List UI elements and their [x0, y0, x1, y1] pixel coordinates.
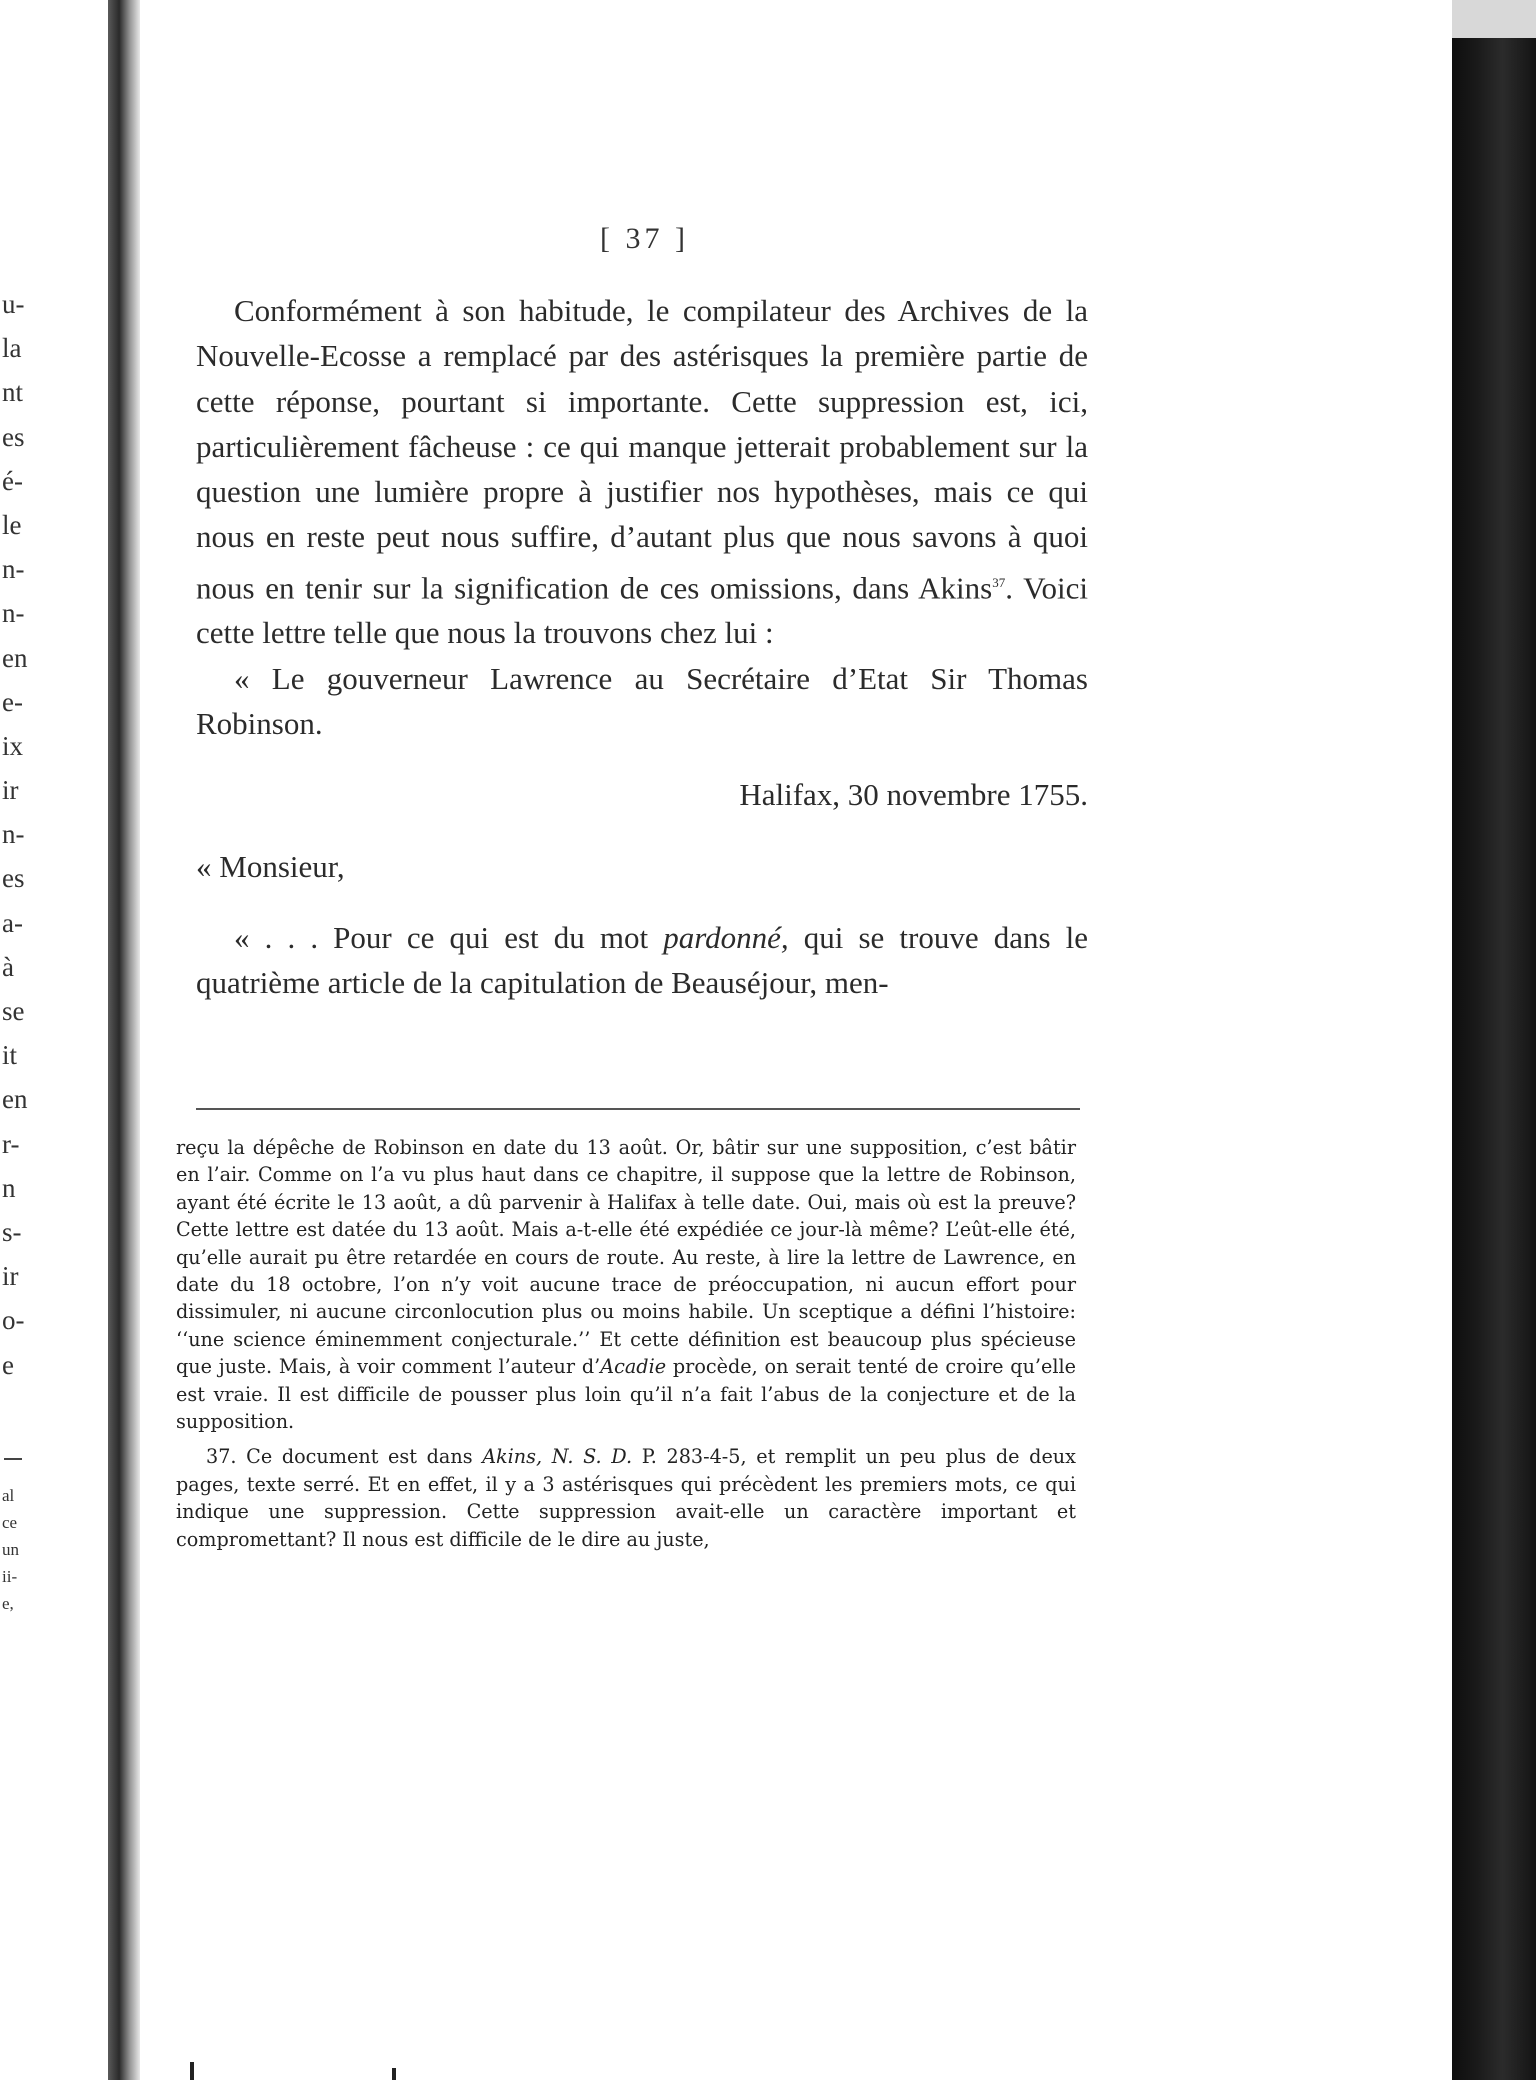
- left-text-fragment: es: [2, 863, 25, 894]
- letter-salutation: « Monsieur,: [196, 848, 345, 884]
- letter-italic-word: pardonné,: [663, 919, 789, 955]
- left-text-fragment: nt: [2, 377, 24, 408]
- left-footnote-fragment: un: [2, 1540, 19, 1559]
- paragraph-end: .: [1005, 570, 1013, 606]
- left-page-footnote-fragments: [2, 1482, 42, 1617]
- left-text-fragment: é-: [2, 465, 23, 496]
- left-text-fragment: n-: [2, 598, 25, 629]
- left-text-fragment: n: [2, 1172, 16, 1203]
- page-number: [ 37 ]: [600, 222, 689, 255]
- left-text-fragment: n-: [2, 554, 25, 585]
- page-edge-top: [1452, 0, 1536, 40]
- paragraph-compilateur: [196, 288, 1088, 656]
- left-footnote-fragment: ce: [2, 1513, 18, 1532]
- left-text-fragment: o-: [2, 1305, 25, 1336]
- left-text-fragment: ir: [2, 775, 19, 806]
- left-text-fragment: es: [2, 421, 25, 452]
- left-text-fragment: it: [2, 1040, 18, 1071]
- left-text-fragment: en: [2, 642, 28, 673]
- letter-opening-text: « . . . Pour ce qui est du mot: [234, 919, 664, 955]
- footnote-separator: [196, 1108, 1080, 1110]
- left-footnote-fragment: al: [2, 1486, 15, 1505]
- left-page-text-fragments: [2, 282, 42, 1387]
- footnote-37-text: 37. Ce document est dans: [206, 1445, 483, 1469]
- footnotes: [176, 1134, 1076, 1553]
- left-text-fragment: ir: [2, 1261, 19, 1292]
- left-footnote-fragment: e,: [2, 1594, 14, 1613]
- letter-opening: [196, 915, 1088, 1006]
- paragraph-text: Conformément à son habitude, le compilateur des Archives de la Nouvelle-Ecosse a remplacé par des astérisques la première partie de cette réponse, pourtant si importante. Cette suppression est, ici, particulièrement fâcheuse : ce qui manque jetterait probablement sur la question une lumière propre à justifier nos hypothèses, mais ce qui nous en reste peut nous suffire, d’autant plus que nous savons à quoi nous en tenir sur la signification de ces omissions, dans Akins: [196, 293, 1088, 606]
- footnote-37-rest: P. 283-4-5, et remplit un peu plus de deux pages, texte serré. Et en effet, il y a 3 astérisques qui précèdent les premiers mots, ce qui indique une suppression. Cette suppression avait-elle un caractère important et compromettant? Il nous est difficile de le dire au juste,: [176, 1445, 1076, 1551]
- left-text-fragment: le: [2, 509, 22, 540]
- left-text-fragment: à: [2, 951, 14, 982]
- letter-opening-rest: qui se trouve dans le quatrième article de la capitulation de Beauséjour, men-: [196, 919, 1089, 1001]
- left-text-fragment: e-: [2, 686, 23, 717]
- left-text-fragment: s-: [2, 1216, 22, 1247]
- left-text-fragment: u-: [2, 289, 25, 319]
- scan-mark: [190, 2062, 194, 2080]
- left-text-fragment: ix: [2, 730, 24, 761]
- left-text-fragment: se: [2, 996, 25, 1026]
- left-page-footnote-rule: [4, 1458, 22, 1460]
- left-text-fragment: a-: [2, 907, 23, 938]
- book-binding-gutter: [108, 0, 140, 2080]
- left-text-fragment: en: [2, 1084, 28, 1115]
- scan-mark: [392, 2068, 396, 2080]
- footnote-italic-acadie: Acadie: [600, 1355, 667, 1379]
- letter-date: Halifax, 30 novembre 1755.: [739, 777, 1088, 813]
- left-text-fragment: la: [2, 333, 22, 364]
- main-text: [196, 288, 1088, 1005]
- footnote-continuation-text: reçu la dépêche de Robinson en date du 13 août. Or, bâtir sur une supposition, c’est bâtir en l’air. Comme on l’a vu plus haut dans ce chapitre, il suppose que la lettre de Robinson, ayant été écrite le 13 août, a dû parvenir à Halifax à telle date. Oui, mais où est la preuve? Cette lettre est datée du 13 août. Mais a-t-elle été expédiée ce jour-là même? L’eût-elle été, qu’elle aurait pu être retardée en cours de route. Au reste, à lire la lettre de Lawrence, en date du 18 octobre, l’on n’y voit aucune trace de préoccupation, ni aucun effort pour dissimuler, ni aucune circonlocution plus ou moins habile. Un sceptique a défini l’histoire: ‘‘une science éminemment conjecturale.’’ Et cette définition est beaucoup plus spécieuse que juste. Mais, à voir comment l’auteur d’: [176, 1136, 1076, 1379]
- footnote-37: [176, 1443, 1076, 1553]
- footnote-37-italic: Akins, N. S. D.: [482, 1445, 633, 1469]
- left-text-fragment: r-: [2, 1128, 20, 1159]
- footnote-ref-37: 37: [992, 574, 1006, 590]
- letter-heading: « Le gouverneur Lawrence au Secrétaire d’Etat Sir Thomas Robinson.: [196, 660, 1088, 741]
- paragraph-last-line: Voici cette lettre telle que nous la trouvons chez lui :: [196, 570, 1088, 651]
- footnote-continuation: [176, 1134, 1076, 1435]
- left-text-fragment: e: [2, 1349, 14, 1380]
- footnote-continuation-rest: procède, on serait tenté de croire qu’elle est vraie. Il est difficile de pousser plus loin qu’il n’a fait l’abus de la conjecture et de la supposition.: [176, 1355, 1077, 1434]
- left-footnote-fragment: ii-: [2, 1567, 18, 1586]
- book-page-edge-dark: [1452, 38, 1536, 2080]
- left-text-fragment: n-: [2, 819, 25, 850]
